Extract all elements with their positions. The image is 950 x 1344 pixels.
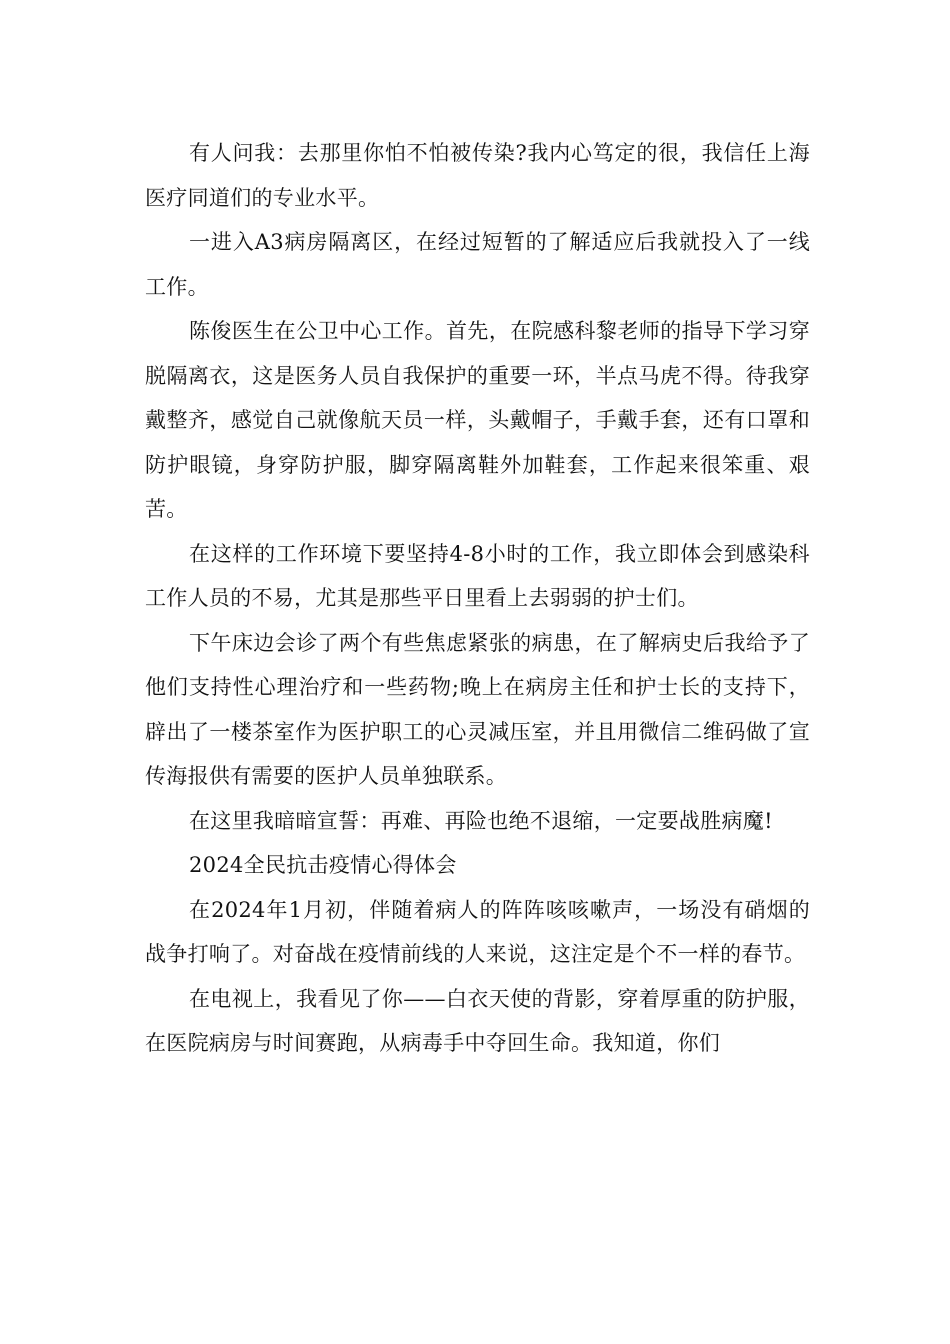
section-title: 2024全民抗击疫情心得体会 bbox=[189, 853, 457, 877]
paragraph: 在这样的工作环境下要坚持4-8小时的工作，我立即体会到感染科工作人员的不易，尤其是那些平日里看上去弱弱的护士们。 bbox=[145, 541, 810, 610]
paragraph: 陈俊医生在公卫中心工作。首先，在院感科黎老师的指导下学习穿脱隔离衣，这是医务人员自我保护的重要一环，半点马虎不得。待我穿戴整齐，感觉自己就像航天员一样，头戴帽子，手戴手套，还有口罩和防护眼镜，身穿防护服，脚穿隔离鞋外加鞋套，工作起来很笨重、艰苦。 bbox=[145, 319, 810, 521]
paragraph: 下午床边会诊了两个有些焦虑紧张的病患，在了解病史后我给予了他们支持性心理治疗和一些药物;晚上在病房主任和护士长的支持下，辟出了一楼茶室作为医护职工的心灵减压室，并且用微信二维码做了宣传海报供有需要的医护人员单独联系。 bbox=[145, 630, 810, 788]
paragraph: 一进入A3病房隔离区，在经过短暂的了解适应后我就投入了一线工作。 bbox=[145, 230, 810, 299]
document-page bbox=[145, 131, 810, 1066]
paragraph: 有人问我：去那里你怕不怕被传染?我内心笃定的很，我信任上海医疗同道们的专业水平。 bbox=[145, 141, 810, 210]
paragraph: 在这里我暗暗宣誓：再难、再险也绝不退缩，一定要战胜病魔! bbox=[189, 808, 773, 833]
paragraph: 在2024年1月初，伴随着病人的阵阵咳咳嗽声，一场没有硝烟的战争打响了。对奋战在疫情前线的人来说，这注定是个不一样的春节。 bbox=[145, 897, 810, 966]
paragraph: 在电视上，我看见了你——白衣天使的背影，穿着厚重的防护服，在医院病房与时间赛跑，从病毒手中夺回生命。我知道，你们 bbox=[145, 986, 810, 1055]
